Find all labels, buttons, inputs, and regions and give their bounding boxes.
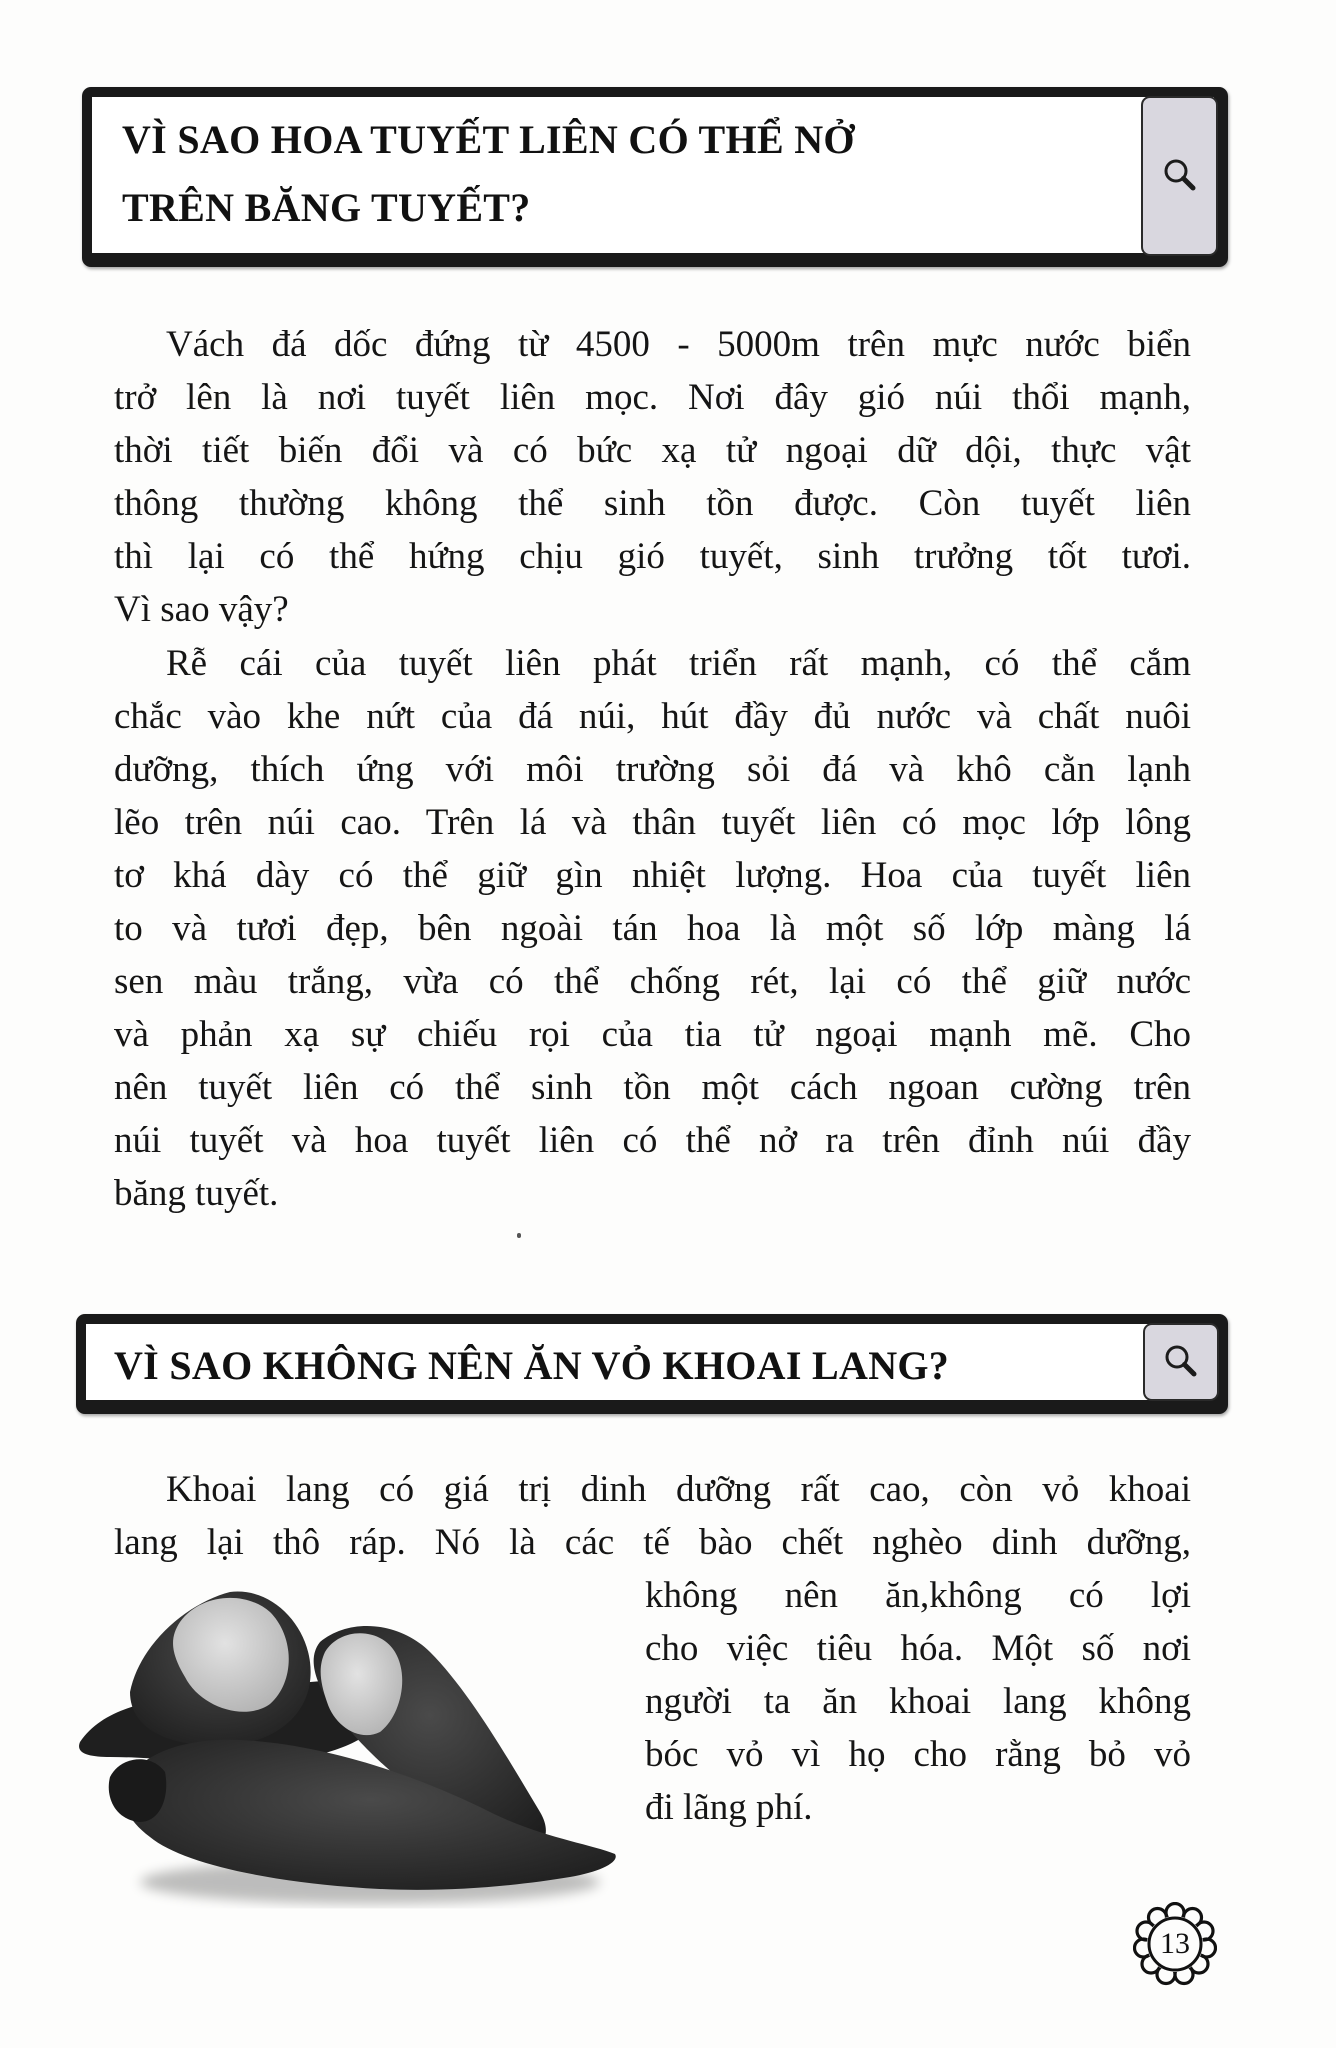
text-line: nên tuyết liên có thể sinh tồn một cách ngoan cường trên <box>114 1067 1191 1108</box>
text-line: Rễ cái của tuyết liên phát triển rất mạnh, có thể cắm <box>166 643 1191 684</box>
text-line: núi tuyết và hoa tuyết liên có thể nở ra trên đỉnh núi đầy <box>114 1120 1191 1161</box>
section-1-paragraph-2 <box>114 637 1191 1220</box>
text-line: Khoai lang có giá trị dinh dưỡng rất cao, còn vỏ khoai <box>166 1469 1191 1510</box>
sweet-potatoes-image <box>70 1582 630 1912</box>
text-line: tơ khá dày có thể giữ gìn nhiệt lượng. Hoa của tuyết liên <box>114 855 1191 896</box>
text-line: to và tươi đẹp, bên ngoài tán hoa là một số lớp màng lá <box>114 908 1191 949</box>
section-2-paragraph-1-full <box>114 1463 1191 1569</box>
section-1-title <box>122 106 855 242</box>
text-line: bóc vỏ vì họ cho rằng bỏ vỏ <box>645 1734 1191 1775</box>
text-line: lang lại thô ráp. Nó là các tế bào chết nghèo dinh dưỡng, <box>114 1522 1191 1563</box>
text-line: sen màu trắng, vừa có thể chống rét, lại có thể giữ nước <box>114 961 1191 1002</box>
text-line: dưỡng, thích ứng với môi trường sỏi đá và khô cằn lạnh <box>114 749 1191 790</box>
magnifier-icon <box>1161 1342 1201 1382</box>
section-2-search-button[interactable] <box>1143 1323 1219 1401</box>
section-2-title-line-1: VÌ SAO KHÔNG NÊN ĂN VỎ KHOAI LANG? <box>114 1343 950 1388</box>
page-number-badge <box>1133 1902 1217 1986</box>
section-2-paragraph-1-wrapped <box>645 1569 1191 1834</box>
text-line: chắc vào khe nứt của đá núi, hút đầy đủ nước và chất nuôi <box>114 696 1191 737</box>
text-line: Vì sao vậy? <box>114 589 289 630</box>
section-1-paragraph-1 <box>114 318 1191 636</box>
text-line: không nên ăn,không có lợi <box>645 1575 1191 1616</box>
text-line: lẽo trên núi cao. Trên lá và thân tuyết liên có mọc lớp lông <box>114 802 1191 843</box>
magnifier-icon <box>1160 156 1200 196</box>
print-speck <box>517 1233 521 1238</box>
page-number: 13 <box>1160 1927 1190 1960</box>
text-line: trở lên là nơi tuyết liên mọc. Nơi đây gió núi thổi mạnh, <box>114 377 1191 418</box>
text-line: và phản xạ sự chiếu rọi của tia tử ngoại mạnh mẽ. Cho <box>114 1014 1191 1055</box>
text-line: Vách đá dốc đứng từ 4500 - 5000m trên mực nước biển <box>166 324 1191 365</box>
text-line: đi lãng phí. <box>645 1787 813 1828</box>
section-1-title-line-1: VÌ SAO HOA TUYẾT LIÊN CÓ THỂ NỞ <box>122 117 855 162</box>
text-line: thời tiết biến đổi và có bức xạ tử ngoại dữ dội, thực vật <box>114 430 1191 471</box>
text-line: thông thường không thể sinh tồn được. Còn tuyết liên <box>114 483 1191 524</box>
text-line: người ta ăn khoai lang không <box>645 1681 1191 1722</box>
section-1-search-button[interactable] <box>1141 96 1218 256</box>
text-line: băng tuyết. <box>114 1173 279 1214</box>
text-line: thì lại có thể hứng chịu gió tuyết, sinh trưởng tốt tươi. <box>114 536 1191 577</box>
section-1-title-line-2: TRÊN BĂNG TUYẾT? <box>122 185 531 230</box>
text-line: cho việc tiêu hóa. Một số nơi <box>645 1628 1191 1669</box>
section-2-title <box>114 1332 949 1400</box>
